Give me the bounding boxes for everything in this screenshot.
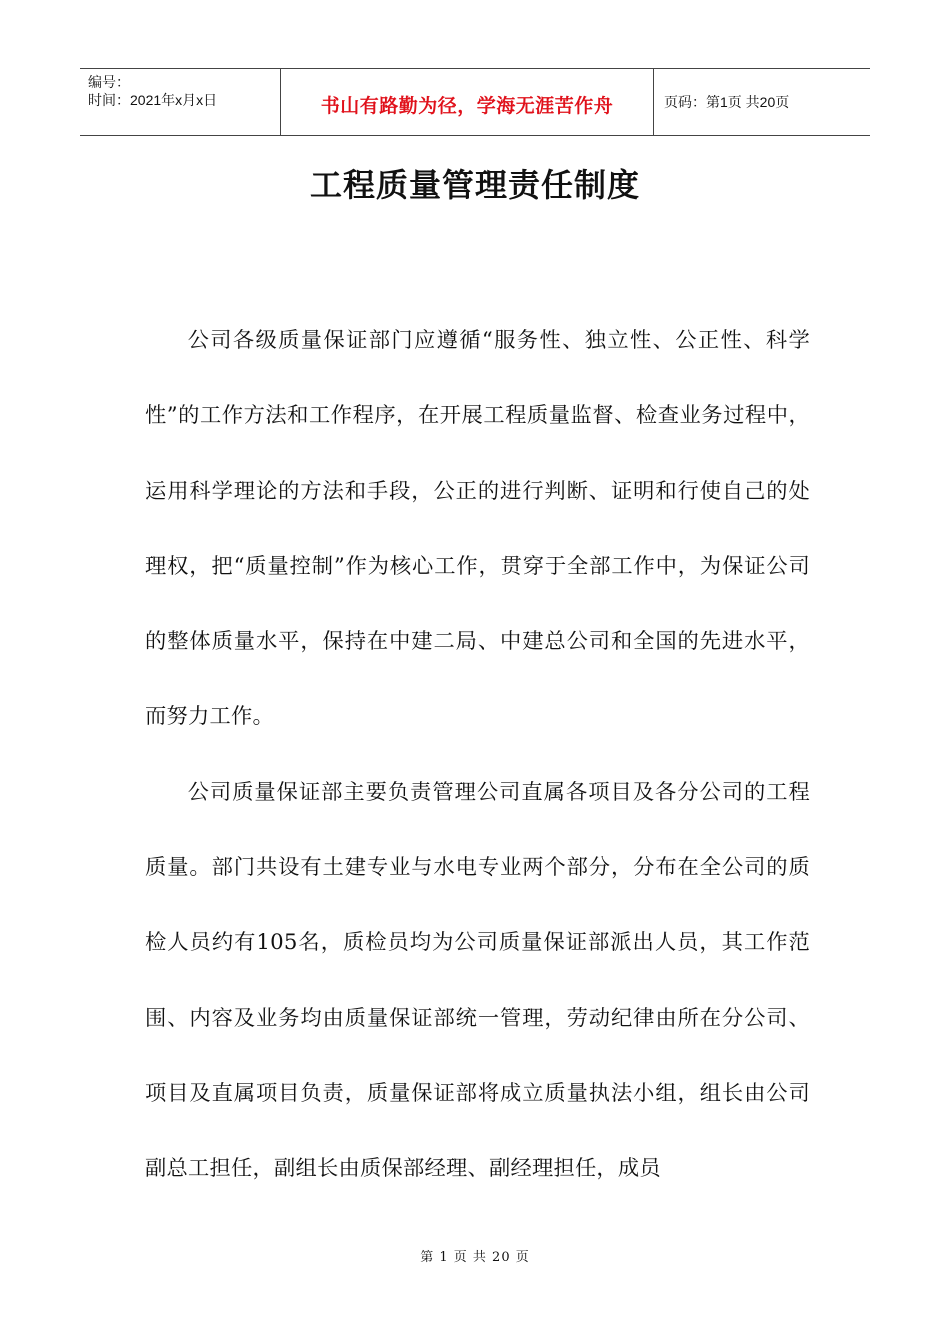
header-meta-cell bbox=[80, 69, 281, 135]
page-footer: 第 1 页 共 20 页 bbox=[420, 1250, 530, 1265]
header-motto: 书山有路勤为径，学海无涯苦作舟 bbox=[320, 94, 614, 117]
document-number-label: 编号： bbox=[88, 74, 130, 90]
document-date: 时间：2021年x月x日 bbox=[88, 92, 218, 108]
paragraph-1: 公司各级质量保证部门应遵循“服务性、独立性、公正性、科学性”的工作方法和工作程序，在开展工程质量监督、检查业务过程中，运用科学理论的方法和手段，公正的进行判断、证明和行使自己的处理权，把“质量控制”作为核心工作，贯穿于全部工作中，为保证公司的整体质量水平，保持在中建二局、中建总公司和全国的先进水平，而努力工作。 bbox=[145, 328, 810, 730]
header-page-info: 页码：第1页 共20页 bbox=[664, 94, 790, 110]
paragraph-2: 公司质量保证部主要负责管理公司直属各项目及各分公司的工程质量。部门共设有土建专业与水电专业两个部分，分布在全公司的质检人员约有105名，质检员均为公司质量保证部派出人员，其工作范围、内容及业务均由质量保证部统一管理，劳动纪律由所在分公司、项目及直属项目负责，质量保证部将成立质量执法小组，组长由公司副总工担任，副组长由质保部经理、副经理担任，成员 bbox=[145, 779, 810, 1182]
document-body bbox=[145, 303, 810, 1207]
header-motto-cell bbox=[281, 69, 654, 135]
header-page-cell bbox=[654, 69, 870, 135]
header-table bbox=[80, 68, 870, 136]
document-title: 工程质量管理责任制度 bbox=[309, 166, 640, 204]
